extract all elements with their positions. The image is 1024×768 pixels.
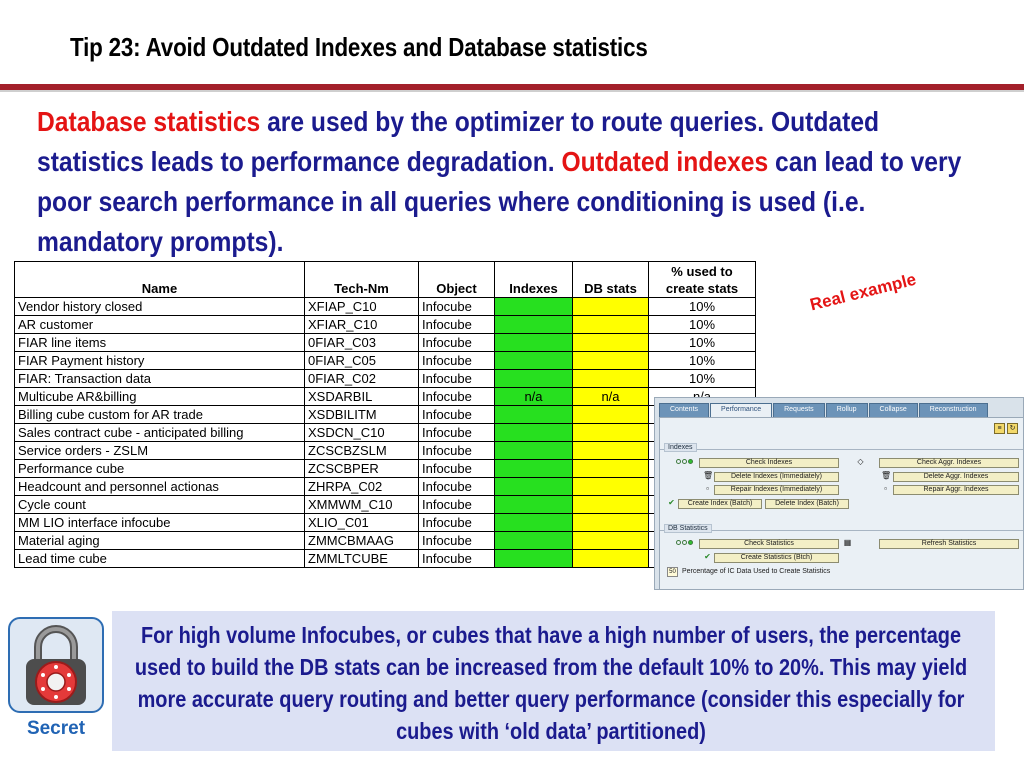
col-header-name: Name xyxy=(15,262,305,298)
cell-name: Material aging xyxy=(15,532,305,550)
intro-text-1: are used by the optimizer to route queries. Outdated statistics leads to performance degradation. xyxy=(37,106,880,177)
cell-tech-nm: 0FIAR_C02 xyxy=(305,370,419,388)
cell-tech-nm: ZCSCBZSLM xyxy=(305,442,419,460)
pct-header-line-1: % used to xyxy=(671,264,733,279)
cell-object: Infocube xyxy=(419,532,495,550)
detail-icon[interactable]: ≡ xyxy=(994,423,1005,434)
indexes-group xyxy=(660,444,1024,451)
checkmark-icon: ✔ xyxy=(668,498,675,507)
cell-indexes-status xyxy=(495,316,573,334)
document-icon: ▫ xyxy=(706,484,709,493)
combination-lock-icon xyxy=(20,625,92,709)
slide-title: Tip 23: Avoid Outdated Indexes and Database statistics xyxy=(70,32,648,62)
table-row xyxy=(15,406,756,424)
diamond-icon: ◇ xyxy=(857,457,864,466)
index-status-lamps xyxy=(676,459,693,464)
sap-performance-panel xyxy=(659,417,1024,590)
cell-indexes-status xyxy=(495,424,573,442)
col-header-pct-used xyxy=(649,262,756,298)
table-row xyxy=(15,334,756,352)
cell-object: Infocube xyxy=(419,370,495,388)
repair-aggr-indexes-button[interactable]: Repair Aggr. Indexes xyxy=(893,485,1019,495)
cell-db-stats-status xyxy=(573,550,649,568)
checkmark-icon: ✔ xyxy=(704,552,711,561)
cell-pct-used: 10% xyxy=(649,352,756,370)
cell-indexes-status xyxy=(495,496,573,514)
cell-tech-nm: XFIAR_C10 xyxy=(305,316,419,334)
delete-indexes-button[interactable]: Delete Indexes (Immediately) xyxy=(714,472,839,482)
cell-pct-used: 10% xyxy=(649,334,756,352)
refresh-statistics-button[interactable]: Refresh Statistics xyxy=(879,539,1019,549)
cell-name: Vendor history closed xyxy=(15,298,305,316)
cell-tech-nm: 0FIAR_C03 xyxy=(305,334,419,352)
cell-tech-nm: XLIO_C01 xyxy=(305,514,419,532)
table-row xyxy=(15,496,756,514)
table-row xyxy=(15,550,756,568)
cell-name: FIAR Payment history xyxy=(15,352,305,370)
cell-tech-nm: ZMMCBMAAG xyxy=(305,532,419,550)
cell-indexes-status xyxy=(495,460,573,478)
table-row xyxy=(15,316,756,334)
col-header-tech-nm: Tech-Nm xyxy=(305,262,419,298)
cell-name: FIAR: Transaction data xyxy=(15,370,305,388)
trash-icon: 🗑 xyxy=(703,471,714,480)
cell-indexes-status xyxy=(495,478,573,496)
col-header-db-stats: DB stats xyxy=(573,262,649,298)
cell-name: Service orders - ZSLM xyxy=(15,442,305,460)
cell-indexes-status xyxy=(495,442,573,460)
cell-db-stats-status xyxy=(573,442,649,460)
cell-object: Infocube xyxy=(419,496,495,514)
real-example-label: Real example xyxy=(808,269,919,315)
status-lamp-icon xyxy=(676,540,681,545)
title-rule-shadow xyxy=(0,90,1024,92)
cell-db-stats-status xyxy=(573,298,649,316)
cell-db-stats-status xyxy=(573,352,649,370)
sap-performance-screenshot xyxy=(654,397,1024,590)
check-aggr-indexes-button[interactable]: Check Aggr. Indexes xyxy=(879,458,1019,468)
cell-db-stats-status xyxy=(573,496,649,514)
cell-indexes-status xyxy=(495,406,573,424)
tab-rollup[interactable]: Rollup xyxy=(826,403,868,417)
cell-indexes-status xyxy=(495,298,573,316)
cell-name: Cycle count xyxy=(15,496,305,514)
cell-name: MM LIO interface infocube xyxy=(15,514,305,532)
refresh-icon[interactable]: ↻ xyxy=(1007,423,1018,434)
status-lamp-icon xyxy=(682,459,687,464)
cell-db-stats-status xyxy=(573,532,649,550)
cell-tech-nm: 0FIAR_C05 xyxy=(305,352,419,370)
cell-tech-nm: XMMWM_C10 xyxy=(305,496,419,514)
intro-highlight-outdated-indexes: Outdated indexes xyxy=(561,146,769,177)
cell-object: Infocube xyxy=(419,424,495,442)
cell-indexes-status xyxy=(495,334,573,352)
trash-icon: 🗑 xyxy=(881,471,892,480)
cell-object: Infocube xyxy=(419,442,495,460)
cell-tech-nm: XSDARBIL xyxy=(305,388,419,406)
table-row xyxy=(15,478,756,496)
cell-tech-nm: ZCSCBPER xyxy=(305,460,419,478)
secret-badge-label: Secret xyxy=(26,718,86,739)
tip-text: For high volume Infocubes, or cubes that have a high number of users, the percentage used to build the DB stats can be increased from the default 10% to 20%. This may yield more accurate query routing and better query performance (consider this especially for cubes with ‘old data’ partitioned) xyxy=(134,622,968,744)
cell-name: Multicube AR&billing xyxy=(15,388,305,406)
infocube-status-table xyxy=(14,261,756,568)
cell-object: Infocube xyxy=(419,478,495,496)
sap-tab-strip xyxy=(659,403,989,417)
table-row xyxy=(15,298,756,316)
col-header-indexes: Indexes xyxy=(495,262,573,298)
percentage-field[interactable]: 50 xyxy=(667,567,678,577)
cell-db-stats-status: n/a xyxy=(573,388,649,406)
db-statistics-group xyxy=(660,525,1024,532)
cell-db-stats-status xyxy=(573,478,649,496)
status-lamp-icon xyxy=(676,459,681,464)
intro-paragraph xyxy=(37,102,970,262)
check-statistics-button[interactable]: Check Statistics xyxy=(699,539,839,549)
cell-db-stats-status xyxy=(573,316,649,334)
check-indexes-button[interactable]: Check Indexes xyxy=(699,458,839,468)
cell-indexes-status xyxy=(495,532,573,550)
cell-object: Infocube xyxy=(419,460,495,478)
col-header-object: Object xyxy=(419,262,495,298)
table-row xyxy=(15,532,756,550)
table-row xyxy=(15,388,756,406)
cell-object: Infocube xyxy=(419,514,495,532)
pct-header-line-2: create stats xyxy=(665,281,739,296)
cell-pct-used: 10% xyxy=(649,298,756,316)
delete-index-batch-button[interactable]: Delete Index (Batch) xyxy=(765,499,849,509)
tab-performance[interactable]: Performance xyxy=(710,403,772,417)
tab-collapse[interactable]: Collapse xyxy=(869,403,918,417)
table-row xyxy=(15,442,756,460)
refresh-stats-icon: ▦ xyxy=(843,538,852,547)
cell-indexes-status xyxy=(495,370,573,388)
cell-name: AR customer xyxy=(15,316,305,334)
cell-name: Lead time cube xyxy=(15,550,305,568)
cell-tech-nm: ZHRPA_C02 xyxy=(305,478,419,496)
cell-object: Infocube xyxy=(419,316,495,334)
cell-pct-used: 10% xyxy=(649,370,756,388)
indexes-group-label: Indexes xyxy=(664,443,697,452)
table-row xyxy=(15,460,756,478)
percentage-label: Percentage of IC Data Used to Create Statistics xyxy=(682,568,831,575)
cell-tech-nm: XSDBILITM xyxy=(305,406,419,424)
cell-tech-nm: XSDCN_C10 xyxy=(305,424,419,442)
table-header-row xyxy=(15,262,756,298)
status-lamp-icon xyxy=(688,540,693,545)
tab-reconstruction[interactable]: Reconstruction xyxy=(919,403,988,417)
cell-indexes-status xyxy=(495,550,573,568)
cell-db-stats-status xyxy=(573,424,649,442)
intro-highlight-db-statistics: Database statistics xyxy=(37,106,261,137)
cell-indexes-status xyxy=(495,352,573,370)
panel-toolbar xyxy=(994,423,1018,434)
cell-name: Performance cube xyxy=(15,460,305,478)
table-row xyxy=(15,514,756,532)
cell-pct-used: 10% xyxy=(649,316,756,334)
tab-contents[interactable]: Contents xyxy=(659,403,709,417)
stats-status-lamps xyxy=(676,540,693,545)
intro-text-2: can lead to very poor search performance in all queries where conditioning is used (i.e. mandatory prompts). xyxy=(37,146,962,257)
delete-aggr-indexes-button[interactable]: Delete Aggr. Indexes xyxy=(893,472,1019,482)
cell-db-stats-status xyxy=(573,460,649,478)
cell-indexes-status: n/a xyxy=(495,388,573,406)
document-icon: ▫ xyxy=(884,484,887,493)
cell-indexes-status xyxy=(495,514,573,532)
cell-name: Billing cube custom for AR trade xyxy=(15,406,305,424)
cell-object: Infocube xyxy=(419,406,495,424)
cell-object: Infocube xyxy=(419,388,495,406)
cell-tech-nm: XFIAP_C10 xyxy=(305,298,419,316)
db-statistics-group-label: DB Statistics xyxy=(664,524,712,533)
table-row xyxy=(15,370,756,388)
tip-callout-box xyxy=(112,611,995,751)
cell-name: Headcount and personnel actionas xyxy=(15,478,305,496)
cell-object: Infocube xyxy=(419,334,495,352)
cell-db-stats-status xyxy=(573,406,649,424)
secret-badge-tile xyxy=(8,617,104,713)
cell-object: Infocube xyxy=(419,550,495,568)
cell-name: Sales contract cube - anticipated billing xyxy=(15,424,305,442)
cell-db-stats-status xyxy=(573,370,649,388)
cell-tech-nm: ZMMLTCUBE xyxy=(305,550,419,568)
tab-requests[interactable]: Requests xyxy=(773,403,825,417)
create-index-batch-button[interactable]: Create Index (Batch) xyxy=(678,499,762,509)
status-lamp-icon xyxy=(688,459,693,464)
cell-name: FIAR line items xyxy=(15,334,305,352)
table-row xyxy=(15,424,756,442)
cell-db-stats-status xyxy=(573,514,649,532)
cell-object: Infocube xyxy=(419,352,495,370)
cell-object: Infocube xyxy=(419,298,495,316)
cell-db-stats-status xyxy=(573,334,649,352)
repair-indexes-button[interactable]: Repair Indexes (Immediately) xyxy=(714,485,839,495)
create-statistics-batch-button[interactable]: Create Statistics (Btch) xyxy=(714,553,839,563)
table-row xyxy=(15,352,756,370)
status-lamp-icon xyxy=(682,540,687,545)
